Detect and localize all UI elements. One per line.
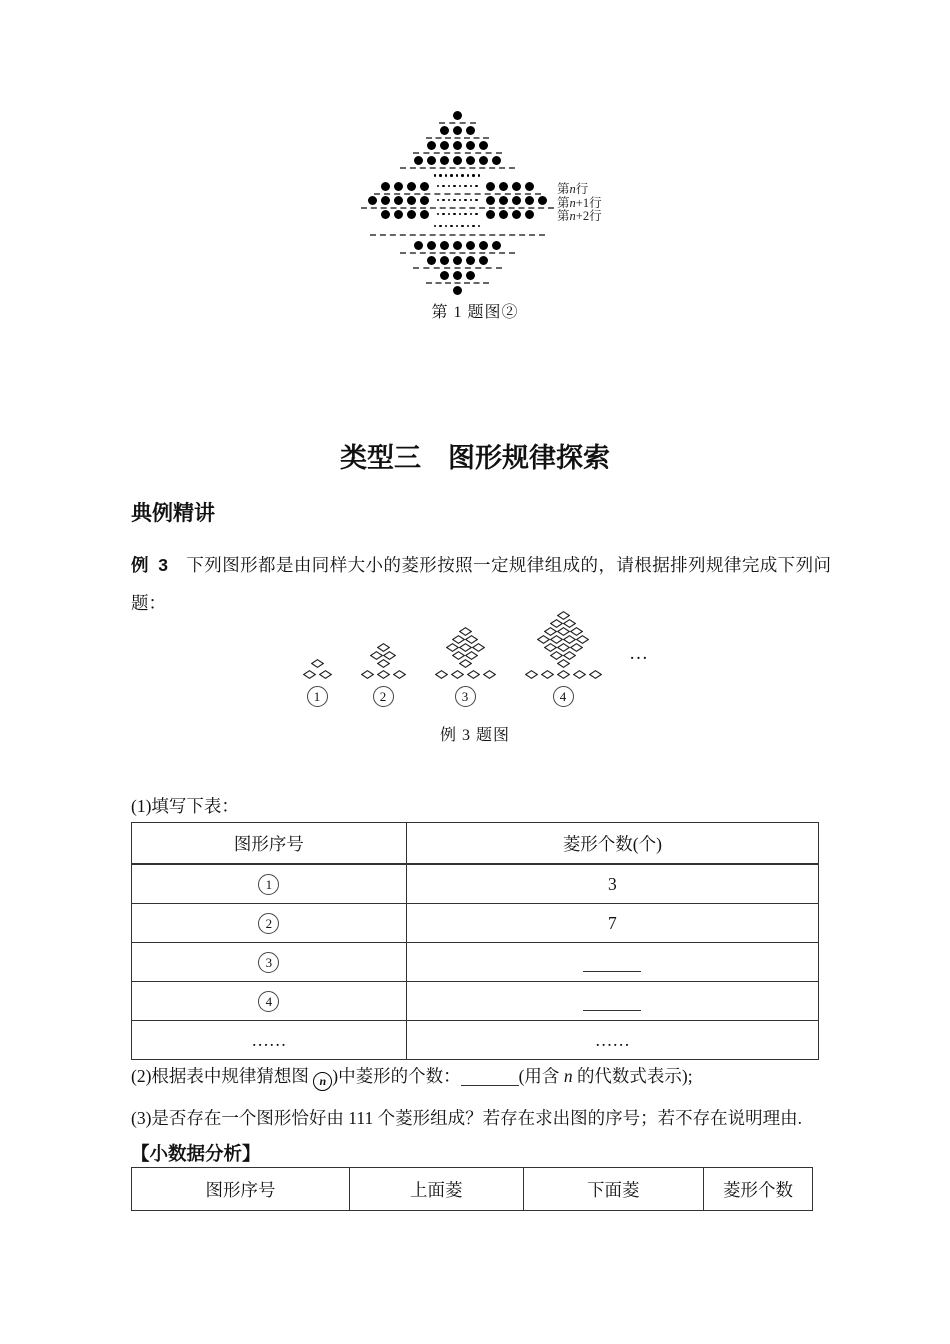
tiny-dot [442, 199, 445, 202]
vertical-ellipsis [434, 225, 481, 228]
tiny-dot [459, 213, 462, 216]
table-header-row [132, 1168, 813, 1211]
horizontal-ellipsis [437, 199, 478, 202]
tiny-dot [445, 225, 448, 228]
dot [407, 182, 416, 191]
row-label: 第n行 [557, 181, 589, 196]
tiny-dot [464, 185, 467, 188]
question-2-text2: )中菱形的个数： [332, 1066, 461, 1086]
row-label: 第n+2行 [557, 208, 602, 223]
dot [381, 182, 390, 191]
diamond-icon [361, 670, 374, 679]
dot [466, 241, 475, 250]
dot [466, 141, 475, 150]
tiny-dot [453, 213, 456, 216]
analysis-heading: 【小数据分析】 [131, 1143, 261, 1164]
tiny-dot [437, 213, 440, 216]
tiny-dot [472, 174, 475, 177]
question-2-paren: (用含 [518, 1066, 564, 1086]
diamond-icon [393, 670, 406, 679]
dot [512, 196, 521, 205]
diamond-row [377, 659, 390, 668]
dot [479, 141, 488, 150]
table-row [132, 982, 819, 1021]
diamond-icon [525, 670, 538, 679]
dot-row [439, 110, 476, 124]
diamond-icon [377, 659, 390, 668]
diamond-icon [319, 670, 332, 679]
example-label: 例 3 [131, 555, 170, 575]
dot [499, 196, 508, 205]
dot-row-content [374, 209, 541, 221]
count-cell: …… [406, 1021, 818, 1060]
table-header-cell: 上面菱 [349, 1168, 523, 1211]
dot [525, 196, 534, 205]
long-dashed-line [370, 234, 545, 236]
dot [394, 196, 403, 205]
diamond-icon [377, 670, 390, 679]
diamond-icon [483, 670, 496, 679]
tiny-dot [437, 199, 440, 202]
vertical-ellipsis [434, 174, 481, 177]
dot [492, 241, 501, 250]
dot [453, 271, 462, 280]
question-2-paren-end: 的代数式表示); [572, 1066, 693, 1086]
tiny-dot [453, 199, 456, 202]
horizontal-ellipsis [437, 213, 478, 216]
tiny-dot [478, 174, 481, 177]
tiny-dot [437, 185, 440, 188]
tiny-dot [439, 225, 442, 228]
table-row [132, 904, 819, 943]
dot [486, 196, 495, 205]
tiny-dot [450, 225, 453, 228]
dot-row [439, 285, 476, 297]
table-header-cell: 下面菱 [523, 1168, 703, 1211]
figure1-caption: 第 1 题图② [431, 304, 519, 321]
diamond-icon [573, 670, 586, 679]
circled-n: n [313, 1072, 332, 1091]
dot [420, 182, 429, 191]
diamond-group [433, 628, 497, 707]
sequence-cell: …… [132, 1021, 407, 1060]
diamond-icon [459, 659, 472, 668]
dot [538, 196, 547, 205]
figure-number: 1 [307, 686, 328, 707]
tiny-dot [475, 199, 478, 202]
dot-row-n0 [374, 181, 589, 196]
table-header-row [132, 823, 819, 865]
answer-blank [583, 997, 641, 1011]
diamond-group [523, 612, 603, 707]
dot [479, 156, 488, 165]
dot [414, 156, 423, 165]
sequence-cell [132, 982, 407, 1021]
dot [453, 256, 462, 265]
tiny-dot [434, 225, 437, 228]
table-header-cell: 菱形个数 [704, 1168, 813, 1211]
diamond-icon [435, 670, 448, 679]
dot [440, 271, 449, 280]
tiny-dot [467, 174, 470, 177]
dot [440, 256, 449, 265]
tiny-dot [442, 213, 445, 216]
dot [427, 141, 436, 150]
count-cell [406, 943, 818, 982]
tiny-dot [453, 185, 456, 188]
diamond-icon [303, 670, 316, 679]
dot-row-content [374, 181, 541, 195]
diamond-figure [131, 612, 819, 707]
section-heading: 典例精讲 [131, 502, 215, 525]
question-1: (1)填写下表： [131, 796, 239, 816]
count-cell: 3 [406, 864, 818, 904]
table-row [132, 864, 819, 904]
dot [512, 210, 521, 219]
tiny-dot [439, 174, 442, 177]
diamond-row [311, 659, 324, 668]
analysis-table [131, 1167, 813, 1211]
figure-number: 4 [553, 686, 574, 707]
diamond-group [359, 644, 407, 707]
circled-number: 3 [258, 952, 279, 973]
tiny-dot [470, 199, 473, 202]
dot [414, 241, 423, 250]
answer-blank [583, 958, 641, 972]
tiny-dot [456, 225, 459, 228]
dot [381, 210, 390, 219]
dot-row [426, 270, 489, 284]
dot [453, 141, 462, 150]
diamond-icon [589, 670, 602, 679]
dot-row [413, 140, 502, 154]
diamond-icon [467, 670, 480, 679]
example-paragraph [131, 546, 831, 622]
table-row [132, 1021, 819, 1060]
dot [499, 210, 508, 219]
tiny-dot [448, 213, 451, 216]
dot [440, 241, 449, 250]
dot [407, 196, 416, 205]
diamond-group [301, 660, 333, 707]
diamond-icon [557, 659, 570, 668]
dot-row-n2 [374, 208, 602, 223]
dot [420, 196, 429, 205]
tiny-dot [475, 185, 478, 188]
tiny-dot [450, 174, 453, 177]
dot-pattern-figure [0, 110, 950, 298]
dot [466, 126, 475, 135]
diamond-bottom-row [433, 670, 497, 679]
dot [368, 196, 377, 205]
dot-row [400, 155, 515, 169]
diamond-row [459, 659, 472, 668]
dot [440, 126, 449, 135]
tiny-dot [461, 225, 464, 228]
dot [427, 156, 436, 165]
count-cell: 7 [406, 904, 818, 943]
tiny-dot [434, 174, 437, 177]
tiny-dot [459, 199, 462, 202]
dot [512, 182, 521, 191]
dot [453, 241, 462, 250]
dot-row [413, 255, 502, 269]
circled-number: 2 [258, 913, 279, 934]
dot [440, 156, 449, 165]
dot [381, 196, 390, 205]
diamond-row [557, 659, 570, 668]
table-header-cell: 图形序号 [132, 823, 407, 865]
table-row [132, 943, 819, 982]
diamond-bottom-row [301, 670, 333, 679]
dot [525, 210, 534, 219]
tiny-dot [470, 185, 473, 188]
figure2-caption: 例 3 题图 [439, 727, 510, 744]
dot [453, 156, 462, 165]
diamond-bottom-row [359, 670, 407, 679]
page-title: 类型三 图形规律探索 [340, 443, 610, 473]
tiny-dot [464, 213, 467, 216]
tiny-dot [456, 174, 459, 177]
tiny-dot [472, 225, 475, 228]
dot-row [400, 240, 515, 254]
tiny-dot [448, 199, 451, 202]
dot [427, 256, 436, 265]
question-2 [131, 1063, 693, 1091]
dot [440, 141, 449, 150]
dot-pattern-inner [361, 110, 602, 298]
figure-number: 2 [373, 686, 394, 707]
tiny-dot [445, 174, 448, 177]
sequence-cell [132, 904, 407, 943]
figure-number: 3 [455, 686, 476, 707]
tiny-dot [478, 225, 481, 228]
sequence-cell [132, 864, 407, 904]
dot [479, 241, 488, 250]
example-text: 下列图形都是由同样大小的菱形按照一定规律组成的，请根据排列规律完成下列问题： [131, 555, 831, 613]
question-3: (3)是否存在一个图形恰好由 111 个菱形组成？若存在求出图的序号；若不存在说明理由. [131, 1108, 802, 1128]
tiny-dot [442, 185, 445, 188]
dot [394, 182, 403, 191]
diamond-bottom-row [523, 670, 603, 679]
dot [453, 126, 462, 135]
tiny-dot [464, 199, 467, 202]
dot [466, 256, 475, 265]
diamond-icon [541, 670, 554, 679]
dot [525, 182, 534, 191]
circled-number: 4 [258, 991, 279, 1012]
dot [492, 156, 501, 165]
question-2-text: (2)根据表中规律猜想图 [131, 1066, 314, 1086]
dot [453, 286, 462, 295]
sequence-cell [132, 943, 407, 982]
diamond-icon [451, 670, 464, 679]
tiny-dot [467, 225, 470, 228]
dot-row-content [361, 195, 554, 209]
dot [466, 156, 475, 165]
table-header-cell: 图形序号 [132, 1168, 350, 1211]
dot-row-n1 [361, 195, 602, 210]
table-header-cell: 菱形个数(个) [406, 823, 818, 865]
count-cell [406, 982, 818, 1021]
dot-row [426, 125, 489, 139]
continuation-ellipsis: … [629, 643, 649, 664]
variable-n: n [563, 1066, 573, 1086]
fill-in-table [131, 822, 819, 1060]
dot [394, 210, 403, 219]
dot [427, 241, 436, 250]
dot [453, 111, 462, 120]
tiny-dot [470, 213, 473, 216]
row-label: 第n+1行 [557, 195, 602, 210]
diamond-icon [311, 659, 324, 668]
dot [486, 210, 495, 219]
dot [486, 182, 495, 191]
horizontal-ellipsis [437, 185, 478, 188]
dot [420, 210, 429, 219]
circled-number: 1 [258, 874, 279, 895]
tiny-dot [459, 185, 462, 188]
dot [499, 182, 508, 191]
dot [407, 210, 416, 219]
tiny-dot [448, 185, 451, 188]
tiny-dot [475, 213, 478, 216]
diamond-icon [557, 670, 570, 679]
dot [479, 256, 488, 265]
dot [466, 271, 475, 280]
tiny-dot [461, 174, 464, 177]
answer-blank [461, 1072, 519, 1086]
